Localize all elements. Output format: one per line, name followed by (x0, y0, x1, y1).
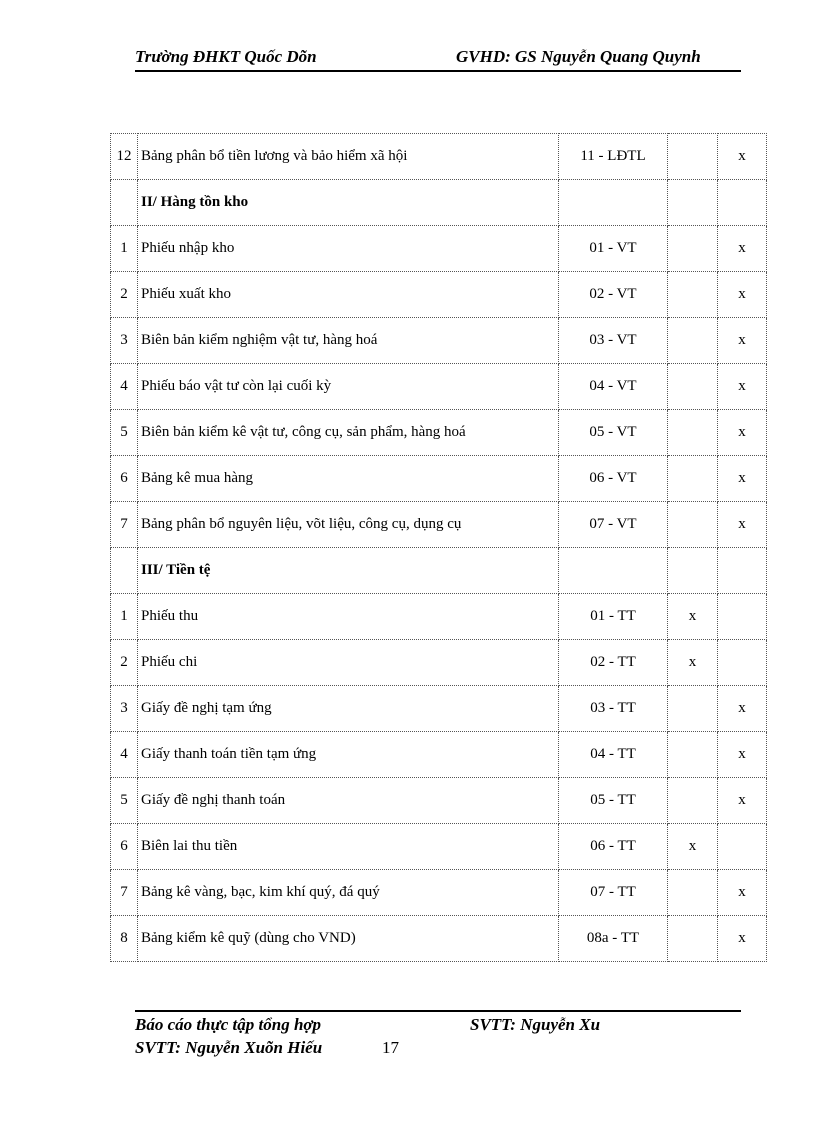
table-row (111, 456, 767, 502)
mark-column-1 (668, 732, 718, 778)
table-row (111, 272, 767, 318)
mark-column-2: x (718, 364, 767, 410)
mark-column-1 (668, 410, 718, 456)
document-name: Phiếu chi (138, 640, 559, 686)
row-number: 5 (111, 778, 138, 824)
document-code: 07 - VT (559, 502, 668, 548)
section-row (111, 548, 767, 594)
table-row (111, 134, 767, 180)
documents-table-body (111, 134, 767, 962)
section-title: II/ Hàng tồn kho (138, 180, 559, 226)
row-number: 6 (111, 456, 138, 502)
mark-column-1: x (668, 824, 718, 870)
mark-column-2: x (718, 456, 767, 502)
document-code: 03 - VT (559, 318, 668, 364)
document-name: Bảng kiểm kê quỹ (dùng cho VND) (138, 916, 559, 962)
document-code: 04 - TT (559, 732, 668, 778)
mark-column-2: x (718, 272, 767, 318)
page-footer (135, 1015, 741, 1065)
document-code: 05 - TT (559, 778, 668, 824)
section-title: III/ Tiền tệ (138, 548, 559, 594)
document-code: 02 - VT (559, 272, 668, 318)
document-name: Biên bản kiểm nghiệm vật tư, hàng hoá (138, 318, 559, 364)
document-name: Phiếu nhập kho (138, 226, 559, 272)
document-name: Bảng phân bổ tiền lương và bảo hiểm xã hội (138, 134, 559, 180)
mark-column-1 (668, 778, 718, 824)
mark-column-1 (668, 272, 718, 318)
mark-column-1: x (668, 640, 718, 686)
documents-table (110, 133, 767, 962)
table-row (111, 824, 767, 870)
table-row (111, 364, 767, 410)
row-number: 3 (111, 686, 138, 732)
table-row (111, 640, 767, 686)
document-name: Phiếu xuất kho (138, 272, 559, 318)
mark-column-1 (668, 502, 718, 548)
mark-column-2: x (718, 778, 767, 824)
mark-column-2: x (718, 732, 767, 778)
row-number: 1 (111, 226, 138, 272)
mark-column-2 (718, 594, 767, 640)
table-row (111, 870, 767, 916)
table-row (111, 410, 767, 456)
document-name: Biên lai thu tiền (138, 824, 559, 870)
document-code: 01 - TT (559, 594, 668, 640)
table-row (111, 594, 767, 640)
mark-column-1 (668, 364, 718, 410)
header-supervisor: GVHD: GS Nguyễn Quang Quynh (456, 47, 701, 66)
document-code: 04 - VT (559, 364, 668, 410)
document-code: 02 - TT (559, 640, 668, 686)
mark-column-1 (668, 226, 718, 272)
document-code (559, 548, 668, 594)
mark-column-2: x (718, 318, 767, 364)
document-name: Giấy thanh toán tiền tạm ứng (138, 732, 559, 778)
table-row (111, 686, 767, 732)
document-code: 08a - TT (559, 916, 668, 962)
document-name: Phiếu thu (138, 594, 559, 640)
document-code: 03 - TT (559, 686, 668, 732)
footer-report-title: Báo cáo thực tập tổng hợp (135, 1015, 322, 1034)
document-name: Bảng kê mua hàng (138, 456, 559, 502)
row-number: 5 (111, 410, 138, 456)
mark-column-1 (668, 318, 718, 364)
document-name: Giấy đề nghị tạm ứng (138, 686, 559, 732)
table-row (111, 778, 767, 824)
document-name: Bảng kê vàng, bạc, kim khí quý, đá quý (138, 870, 559, 916)
document-code: 05 - VT (559, 410, 668, 456)
mark-column-2: x (718, 502, 767, 548)
document-code (559, 180, 668, 226)
footer-student-full: SVTT: Nguyễn Xuõn Hiếu (135, 1038, 323, 1057)
table-row (111, 318, 767, 364)
document-code: 06 - VT (559, 456, 668, 502)
table-row (111, 502, 767, 548)
mark-column-2: x (718, 870, 767, 916)
table-row (111, 732, 767, 778)
page-number: 17 (382, 1038, 399, 1057)
row-number: 1 (111, 594, 138, 640)
section-row (111, 180, 767, 226)
row-number: 7 (111, 870, 138, 916)
mark-column-1 (668, 134, 718, 180)
document-name: Giấy đề nghị thanh toán (138, 778, 559, 824)
mark-column-2 (718, 548, 767, 594)
mark-column-1 (668, 456, 718, 502)
mark-column-1 (668, 548, 718, 594)
mark-column-2: x (718, 134, 767, 180)
document-name: Phiếu báo vật tư còn lại cuối kỳ (138, 364, 559, 410)
row-number: 8 (111, 916, 138, 962)
row-number: 2 (111, 272, 138, 318)
document-code: 06 - TT (559, 824, 668, 870)
mark-column-2: x (718, 410, 767, 456)
row-number (111, 180, 138, 226)
row-number (111, 548, 138, 594)
mark-column-1: x (668, 594, 718, 640)
mark-column-1 (668, 916, 718, 962)
row-number: 7 (111, 502, 138, 548)
mark-column-2 (718, 824, 767, 870)
mark-column-1 (668, 870, 718, 916)
mark-column-2 (718, 180, 767, 226)
footer-student-short: SVTT: Nguyễn Xu (470, 1015, 601, 1034)
document-code: 07 - TT (559, 870, 668, 916)
row-number: 6 (111, 824, 138, 870)
footer-divider (135, 1010, 741, 1012)
row-number: 2 (111, 640, 138, 686)
header-school: Trường ĐHKT Quốc Dõn (135, 47, 317, 66)
row-number: 12 (111, 134, 138, 180)
mark-column-2 (718, 640, 767, 686)
document-name: Bảng phân bổ nguyên liệu, võt liệu, công cụ, dụng cụ (138, 502, 559, 548)
mark-column-2: x (718, 686, 767, 732)
mark-column-2: x (718, 916, 767, 962)
mark-column-2: x (718, 226, 767, 272)
mark-column-1 (668, 180, 718, 226)
row-number: 4 (111, 732, 138, 778)
document-code: 01 - VT (559, 226, 668, 272)
page-header (135, 46, 741, 72)
row-number: 3 (111, 318, 138, 364)
table-row (111, 916, 767, 962)
table-row (111, 226, 767, 272)
row-number: 4 (111, 364, 138, 410)
document-name: Biên bản kiểm kê vật tư, công cụ, sản phẩm, hàng hoá (138, 410, 559, 456)
document-code: 11 - LĐTL (559, 134, 668, 180)
mark-column-1 (668, 686, 718, 732)
